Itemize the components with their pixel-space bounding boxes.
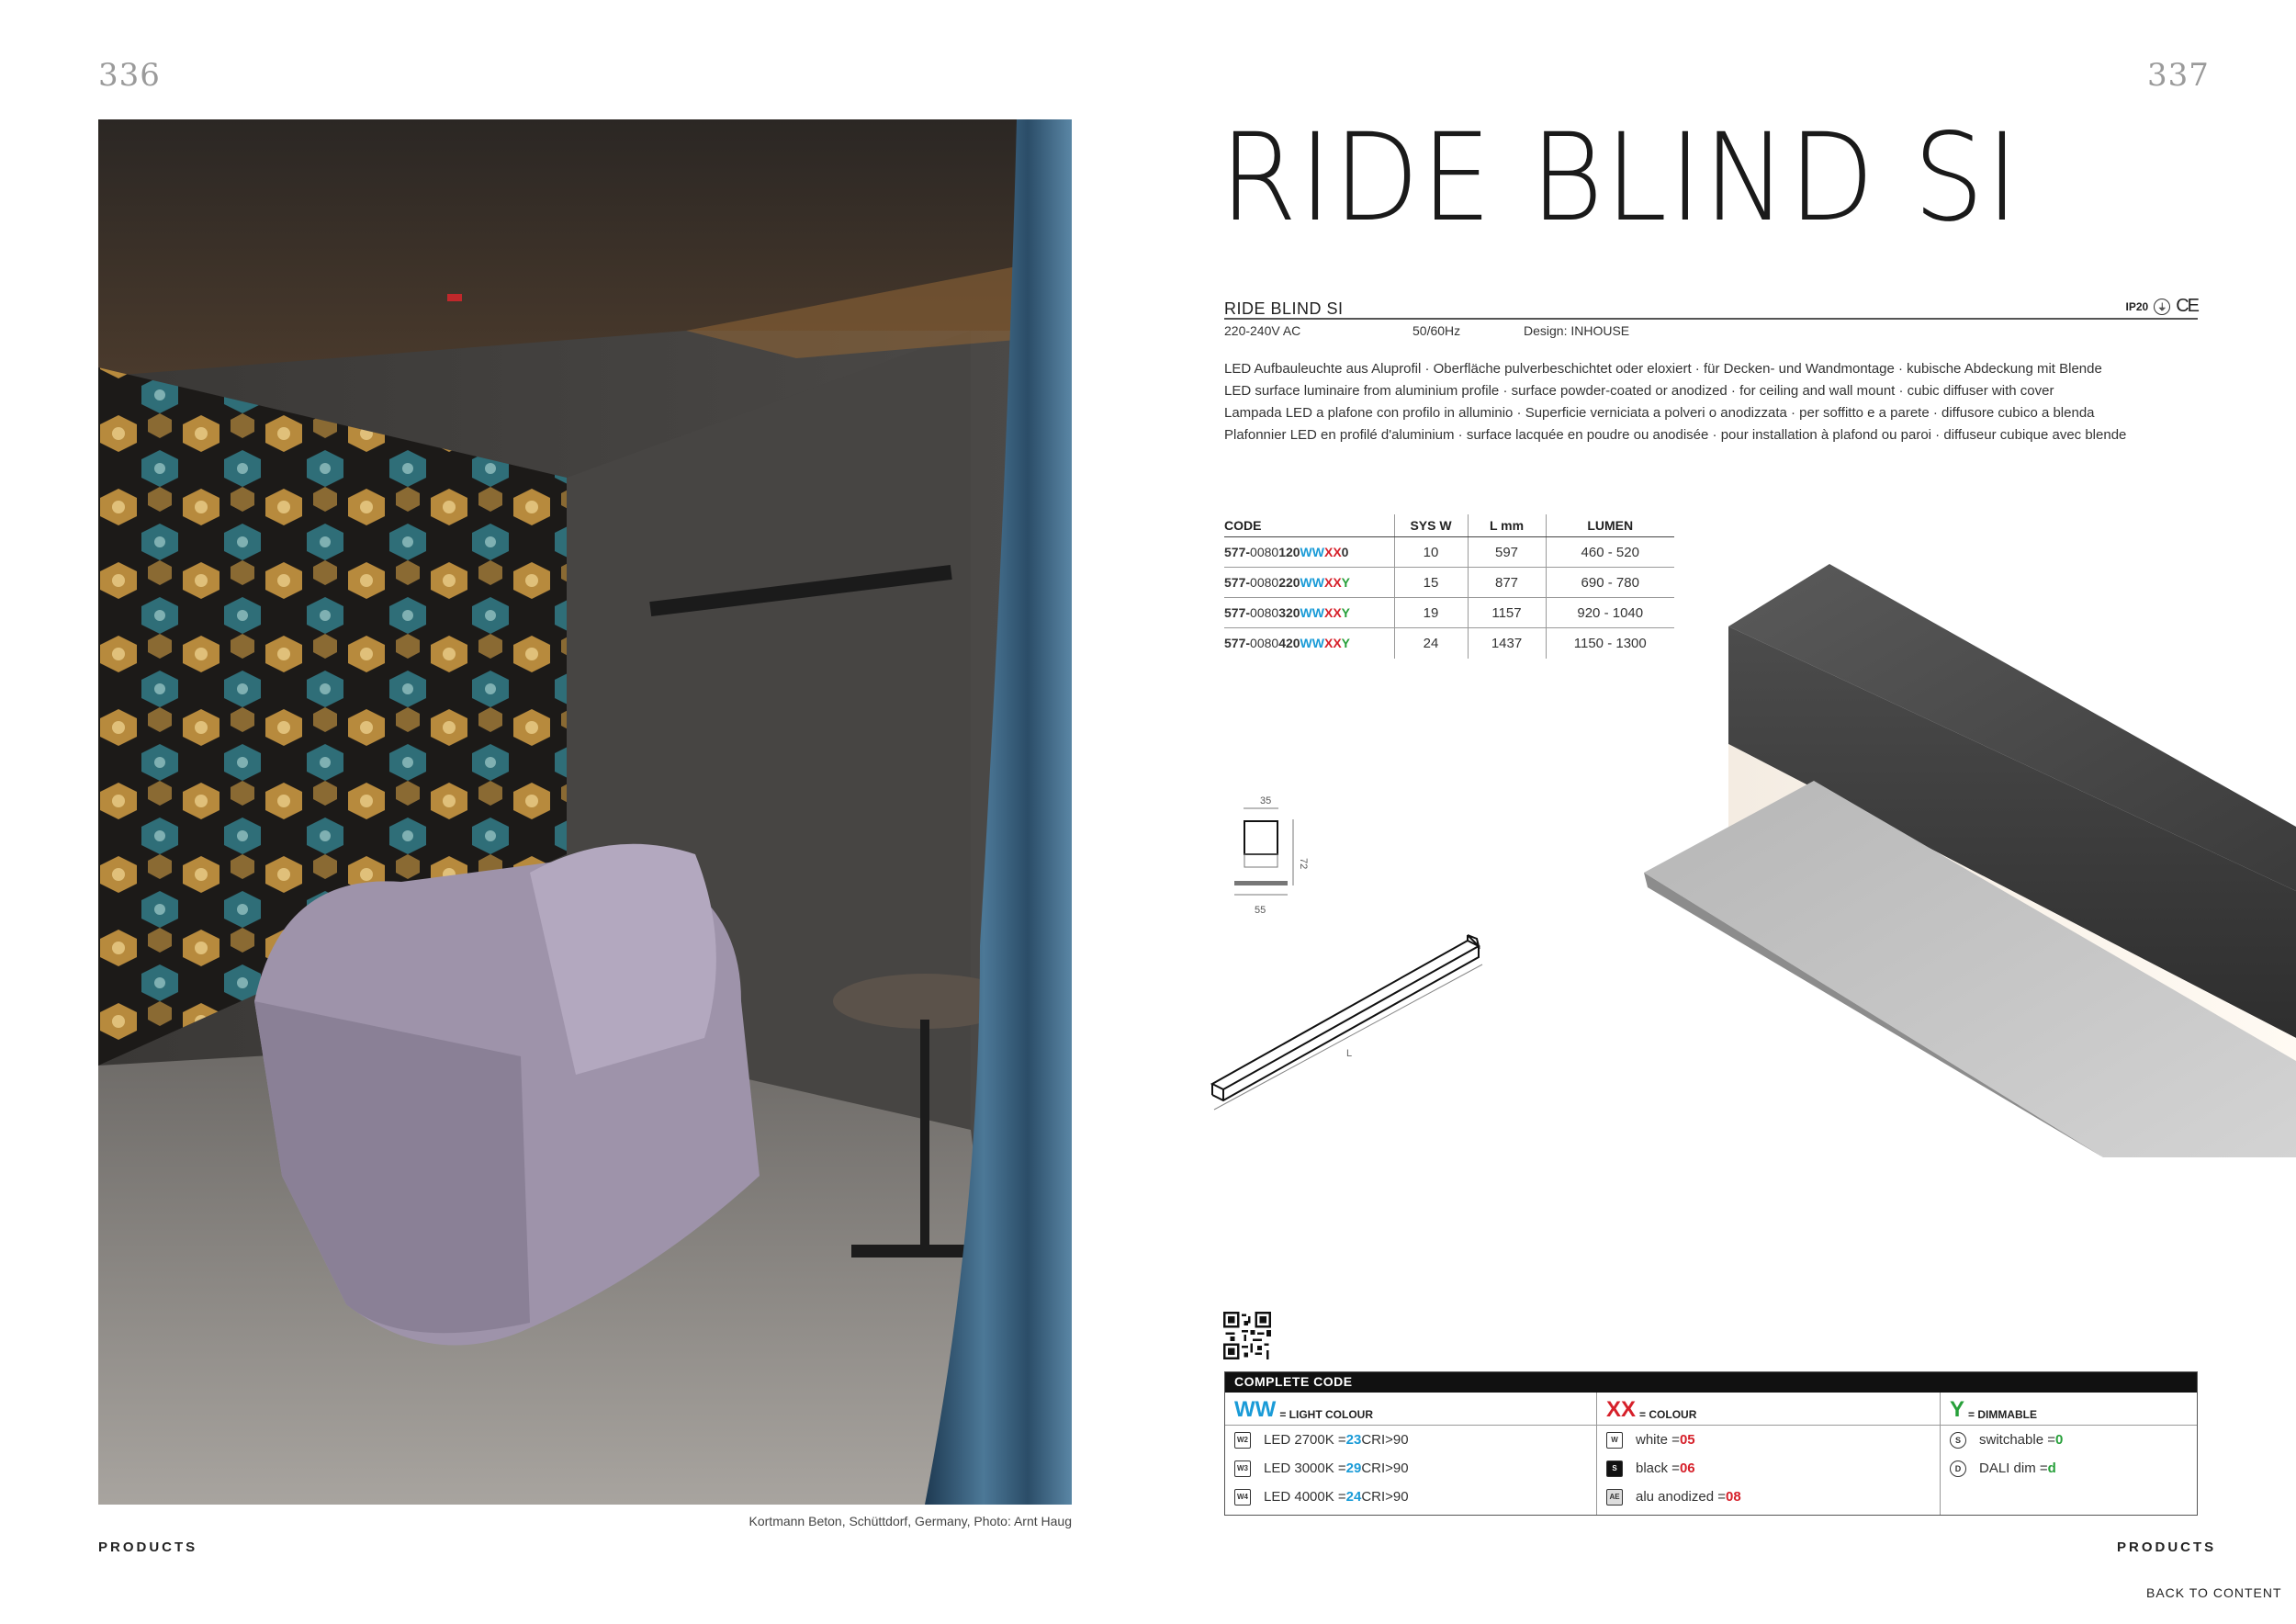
- product-render: [1626, 560, 2296, 1157]
- code-cell: 577-0080120WWXX0: [1224, 537, 1394, 568]
- lmm-cell: 597: [1468, 537, 1546, 568]
- lmm-cell: 1157: [1468, 598, 1546, 628]
- qr-code[interactable]: [1223, 1312, 1271, 1359]
- list-item: W4 LED 4000K = 24 CRI>90: [1234, 1483, 1587, 1511]
- list-item: W white = 05: [1606, 1426, 1930, 1454]
- header-lmm: L mm: [1468, 514, 1546, 537]
- light-colour-column: WW = LIGHT COLOUR W2 LED 2700K = 23 CRI>90 W3 LED 3000K = 29 CRI>90 W4 LED 4000K = 24 CRI>90: [1225, 1393, 1596, 1515]
- description-de: LED Aufbauleuchte aus Aluprofil · Oberfläche pulverbeschichtet oder eloxiert · für Decken- und Wandmontage · kubische Abdeckung mit Blende: [1224, 361, 2102, 377]
- ip-rating: IP20: [2125, 299, 2149, 313]
- dimmable-column: Y = DIMMABLE S switchable = 0 D DALI dim = d: [1940, 1393, 2197, 1515]
- list-item: AE alu anodized = 08: [1606, 1483, 1930, 1511]
- ww-code: WW: [1234, 1397, 1277, 1422]
- table-row: [1224, 537, 1674, 568]
- code-cell: 577-0080220WWXXY: [1224, 568, 1394, 598]
- list-item: S switchable = 0: [1950, 1426, 2188, 1454]
- lumen-cell: 1150 - 1300: [1546, 628, 1674, 659]
- dali-icon: D: [1950, 1460, 1966, 1477]
- code-cell: 577-0080420WWXXY: [1224, 636, 1351, 651]
- w2-icon: W2: [1234, 1432, 1251, 1449]
- page-number-left: 336: [98, 57, 161, 94]
- footer-products-right[interactable]: PRODUCTS: [2117, 1539, 2217, 1555]
- cross-section-drawing: [1221, 792, 1332, 920]
- w4-icon: W4: [1234, 1489, 1251, 1506]
- lumen-cell: 690 - 780: [1546, 568, 1674, 598]
- product-description: [1224, 358, 2253, 446]
- description-en: LED surface luminaire from aluminium profile · surface powder-coated or anodized · for ceiling and wall mount · cubic diffuser with cover: [1224, 383, 2054, 399]
- dim-width-top: 35: [1260, 795, 1272, 806]
- description-it: Lampada LED a plafone con profilo in alluminio · Superficie verniciata a polveri o anodizzata · per soffitto e a parete · diffusore cubico a blenda: [1224, 405, 2095, 421]
- sysw-cell: 24: [1394, 628, 1468, 659]
- product-subheader: [1224, 296, 2198, 320]
- footer-products-left[interactable]: PRODUCTS: [98, 1539, 198, 1555]
- lumen-cell: 920 - 1040: [1546, 598, 1674, 628]
- alu-swatch-icon: AE: [1606, 1489, 1623, 1506]
- dim-length: L: [1346, 1048, 1353, 1059]
- lmm-cell: 877: [1468, 568, 1546, 598]
- ground-icon: ⏚: [2154, 299, 2170, 315]
- list-item: S black = 06: [1606, 1454, 1930, 1483]
- dim-width-bottom: 55: [1255, 905, 1266, 916]
- complete-code-title: COMPLETE CODE: [1225, 1372, 2197, 1393]
- w3-icon: W3: [1234, 1460, 1251, 1477]
- lumen-cell: 460 - 520: [1546, 537, 1674, 568]
- complete-code-box: [1224, 1371, 2198, 1516]
- sysw-cell: 10: [1394, 537, 1468, 568]
- dim-height: 72: [1298, 858, 1309, 870]
- ce-mark: CE: [2176, 296, 2198, 316]
- list-item: W3 LED 3000K = 29 CRI>90: [1234, 1454, 1587, 1483]
- isometric-drawing: [1201, 928, 1495, 1111]
- product-name: RIDE BLIND SI: [1224, 299, 1344, 318]
- list-item: D DALI dim = d: [1950, 1454, 2188, 1483]
- photo-caption: Kortmann Beton, Schüttdorf, Germany, Photo: Arnt Haug: [748, 1514, 1072, 1528]
- xx-code: XX: [1606, 1397, 1637, 1422]
- spec-design: Design: INHOUSE: [1524, 323, 1630, 338]
- product-code-table: [1224, 514, 1674, 659]
- product-title: RIDE BLIND SI: [1220, 107, 2020, 249]
- header-sysw: SYS W: [1394, 514, 1468, 537]
- certification-badges: [2126, 296, 2198, 317]
- switchable-icon: S: [1950, 1432, 1966, 1449]
- back-to-content-link[interactable]: BACK TO CONTENT: [2146, 1585, 2282, 1600]
- table-row: [1224, 568, 1674, 598]
- y-code: Y: [1950, 1397, 1965, 1422]
- page-number-right: 337: [2147, 57, 2210, 94]
- table-row: [1224, 598, 1674, 628]
- sysw-cell: 15: [1394, 568, 1468, 598]
- table-row: [1224, 628, 1674, 659]
- black-swatch-icon: S: [1606, 1460, 1623, 1477]
- code-cell: 577-0080320WWXXY: [1224, 598, 1394, 628]
- header-code: CODE: [1224, 514, 1394, 537]
- spec-voltage: 220-240V AC: [1224, 323, 1301, 338]
- description-fr: Plafonnier LED en profilé d'aluminium · surface lacquée en poudre ou anodisée · pour installation à plafond ou paroi · diffuseur cubique avec blende: [1224, 427, 2127, 443]
- colour-column: XX = COLOUR W white = 05 S black = 06 AE alu anodized = 08: [1596, 1393, 1940, 1515]
- lmm-cell: 1437: [1468, 628, 1546, 659]
- header-lumen: LUMEN: [1546, 514, 1674, 537]
- room-photo: [98, 119, 1072, 1505]
- sysw-cell: 19: [1394, 598, 1468, 628]
- spec-frequency: 50/60Hz: [1412, 323, 1461, 338]
- white-swatch-icon: W: [1606, 1432, 1623, 1449]
- list-item: W2 LED 2700K = 23 CRI>90: [1234, 1426, 1587, 1454]
